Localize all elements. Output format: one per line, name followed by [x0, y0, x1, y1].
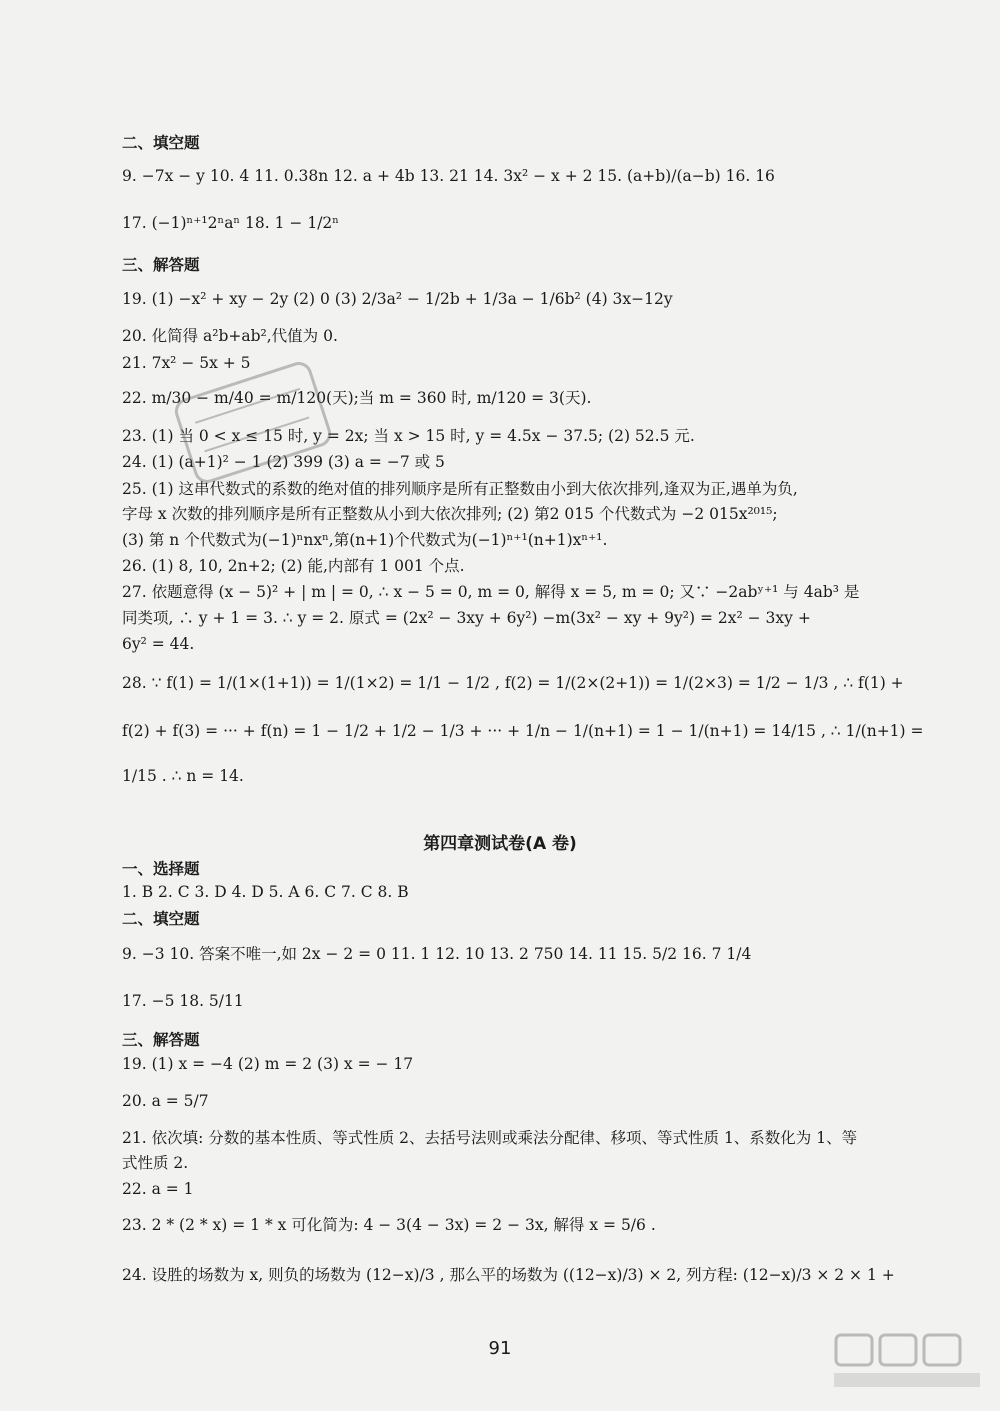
section-heading-fill: 二、填空题 — [122, 910, 200, 928]
answer-line-cont: 1/15 . ∴ n = 14. — [122, 767, 244, 785]
answer-line: 24. (1) (a+1)² − 1 (2) 399 (3) a = −7 或 5 — [122, 453, 445, 471]
answer-line: 23. (1) 当 0 < x ≤ 15 时, y = 2x; 当 x > 15 时, y = 4.5x − 37.5; (2) 52.5 元. — [122, 427, 695, 445]
answer-line: 19. (1) x = −4 (2) m = 2 (3) x = − 17 — [122, 1055, 414, 1073]
answer-line: 28. ∵ f(1) = 1/(1×(1+1)) = 1/(1×2) = 1/1 − 1/2 , f(2) = 1/(2×(2+1)) = 1/(2×3) = 1/2 − 1/3 , ∴ f(1) + — [122, 674, 904, 692]
answer-line: 22. a = 1 — [122, 1180, 194, 1198]
section-heading-solve: 三、解答题 — [122, 1031, 200, 1049]
answer-line: 24. 设胜的场数为 x, 则负的场数为 (12−x)/3 , 那么平的场数为 ((12−x)/3) × 2, 列方程: (12−x)/3 × 2 × 1 + — [122, 1266, 895, 1284]
answer-line-cont: (3) 第 n 个代数式为(−1)ⁿnxⁿ,第(n+1)个代数式为(−1)ⁿ⁺¹(n+1)xⁿ⁺¹. — [122, 531, 608, 549]
answer-line-cont: 同类项, ∴ y + 1 = 3. ∴ y = 2. 原式 = (2x² − 3xy + 6y²) −m(3x² − xy + 9y²) = 2x² − 3xy + — [122, 609, 811, 627]
answer-line: 20. 化简得 a²b+ab²,代值为 0. — [122, 327, 338, 345]
answer-line: 19. (1) −x² + xy − 2y (2) 0 (3) 2/3a² − 1/2b + 1/3a − 1/6b² (4) 3x−12y — [122, 290, 673, 308]
answer-line-cont: 6y² = 44. — [122, 635, 195, 653]
answer-line: 20. a = 5/7 — [122, 1092, 209, 1110]
answer-line: 9. −3 10. 答案不唯一,如 2x − 2 = 0 11. 1 12. 10 13. 2 750 14. 11 15. 5/2 16. 7 1/4 — [122, 945, 752, 963]
answer-line-cont: 字母 x 次数的排列顺序是所有正整数从小到大依次排列; (2) 第2 015 个代数式为 −2 015x²⁰¹⁵; — [122, 505, 778, 523]
answer-line: 17. (−1)ⁿ⁺¹2ⁿaⁿ 18. 1 − 1/2ⁿ — [122, 214, 339, 232]
answer-line: 25. (1) 这串代数式的系数的绝对值的排列顺序是所有正整数由小到大依次排列,逢双为正,遇单为负, — [122, 480, 798, 498]
answer-line: 1. B 2. C 3. D 4. D 5. A 6. C 7. C 8. B — [122, 883, 409, 901]
page-number: 91 — [488, 1338, 512, 1359]
answer-line: 23. 2 * (2 * x) = 1 * x 可化简为: 4 − 3(4 − 3x) = 2 − 3x, 解得 x = 5/6 . — [122, 1216, 656, 1234]
answer-line: 21. 7x² − 5x + 5 — [122, 354, 251, 372]
answer-line: 17. −5 18. 5/11 — [122, 992, 244, 1010]
chapter-title: 第四章测试卷(A 卷) — [423, 834, 577, 854]
section-heading-solve: 三、解答题 — [122, 256, 200, 274]
watermark-logo — [832, 1331, 982, 1391]
answer-line: 21. 依次填: 分数的基本性质、等式性质 2、去括号法则或乘法分配律、移项、等式性质 1、系数化为 1、等 — [122, 1129, 858, 1147]
section-heading-fill: 二、填空题 — [122, 134, 200, 152]
answer-line: 9. −7x − y 10. 4 11. 0.38n 12. a + 4b 13. 21 14. 3x² − x + 2 15. (a+b)/(a−b) 16. 16 — [122, 167, 775, 185]
answer-line-cont: f(2) + f(3) = ··· + f(n) = 1 − 1/2 + 1/2 − 1/3 + ··· + 1/n − 1/(n+1) = 1 − 1/(n+1) = 14/15 , ∴ 1/(n+1) = — [122, 722, 924, 740]
section-heading-choice: 一、选择题 — [122, 860, 200, 878]
answer-line: 22. m/30 − m/40 = m/120(天);当 m = 360 时, m/120 = 3(天). — [122, 389, 592, 407]
answer-line: 26. (1) 8, 10, 2n+2; (2) 能,内部有 1 001 个点. — [122, 557, 465, 575]
answer-line-cont: 式性质 2. — [122, 1154, 189, 1172]
answer-line: 27. 依题意得 (x − 5)² + | m | = 0, ∴ x − 5 = 0, m = 0, 解得 x = 5, m = 0; 又∵ −2abʸ⁺¹ 与 4ab³ 是 — [122, 583, 860, 601]
